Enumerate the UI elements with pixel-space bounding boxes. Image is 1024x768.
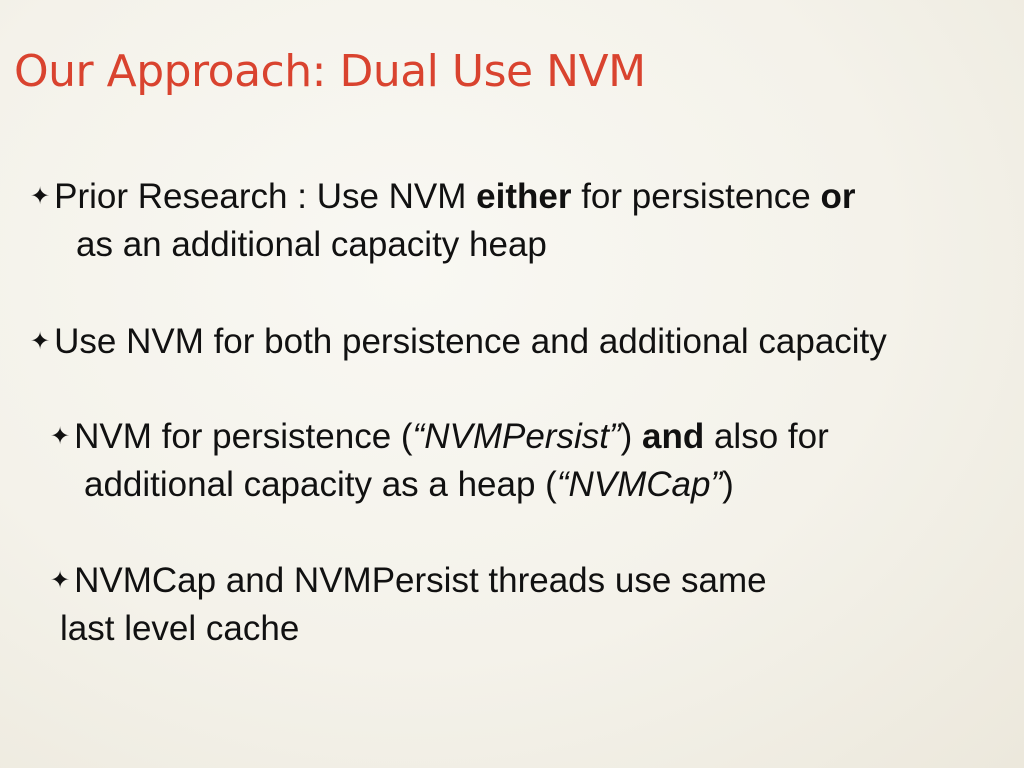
bullet-text: for persistence [571,177,821,216]
bullet-text: ) [722,465,734,504]
emphasis-either: either [476,177,572,216]
bullet-shared-cache [50,557,767,653]
bullet-text: additional capacity as a heap ( [84,465,557,504]
bullet-text: Use NVM for both persistence and additional capacity [54,322,887,361]
bullet-text: also for [704,417,829,456]
term-nvmcap: “NVMCap” [556,465,723,504]
bullet-text: NVM for persistence ( [74,417,413,456]
emphasis-or: or [820,177,856,216]
bullet-nvm-persist-cap [50,413,829,509]
bullet-continuation [50,461,829,509]
bullet-text: ) [620,417,642,456]
bullet-dual-use [30,318,887,366]
slide-title: Our Approach: Dual Use NVM [14,46,646,97]
bullet-text: NVMCap and NVMPersist threads use same [74,561,767,600]
four-pointed-star-icon: ✦ [30,328,51,355]
term-nvmpersist: “NVMPersist” [412,417,621,456]
bullet-prior-research [30,173,855,269]
four-pointed-star-icon: ✦ [50,567,71,594]
bullet-continuation: last level cache [60,609,300,648]
emphasis-and: and [642,417,705,456]
four-pointed-star-icon: ✦ [50,423,71,450]
bullet-text: Prior Research : Use NVM [54,177,477,216]
bullet-continuation: as an additional capacity heap [76,225,547,264]
four-pointed-star-icon: ✦ [30,183,51,210]
